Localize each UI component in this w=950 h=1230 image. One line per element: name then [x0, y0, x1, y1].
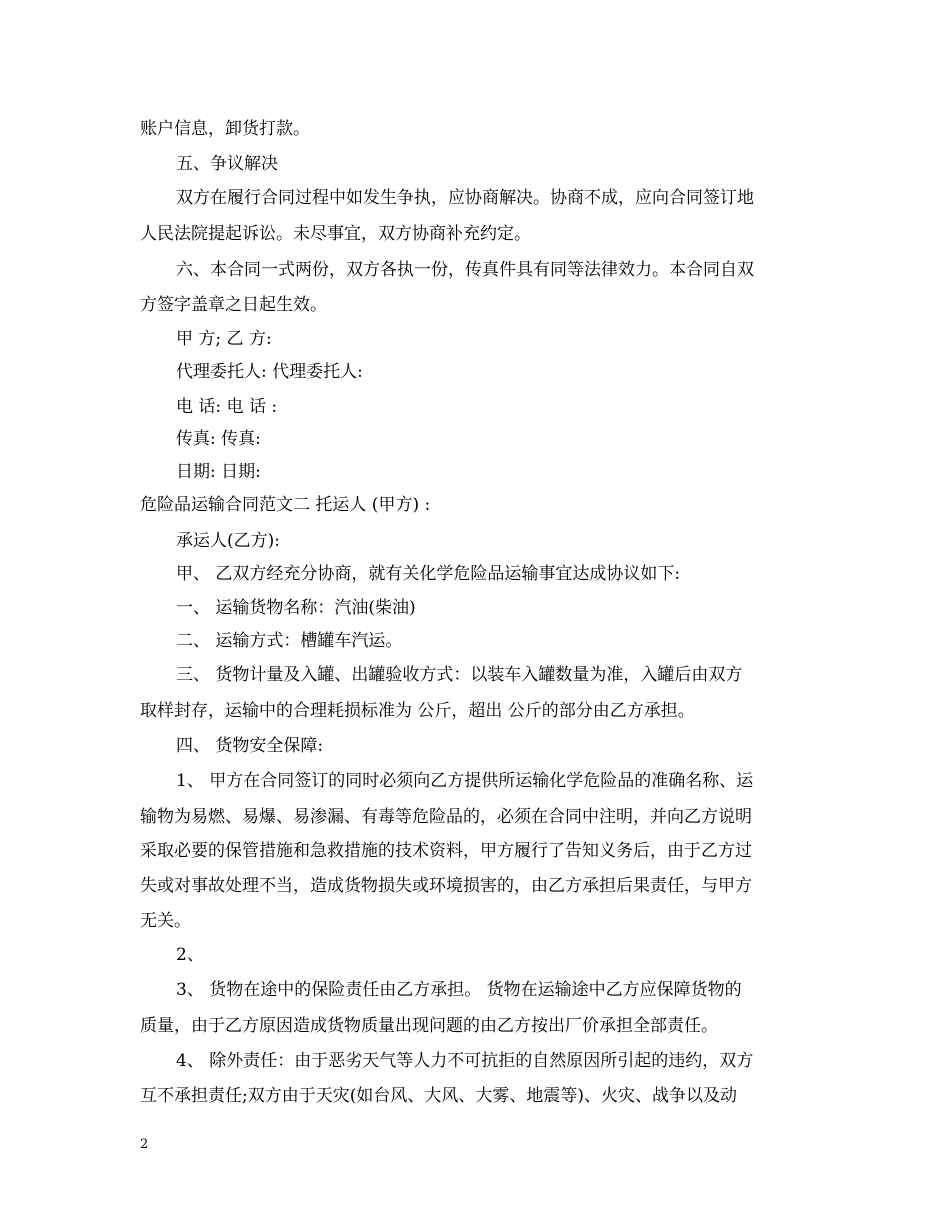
text-line: 失或对事故处理不当，造成货物损失或环境损害的，由乙方承担后果责任，与甲方: [140, 876, 752, 896]
section-title: 危险品运输合同范文二 托运人 (甲方) :: [140, 495, 431, 515]
section-heading: 五、争议解决: [176, 154, 278, 174]
signature-line: 传真: 传真:: [176, 429, 261, 449]
text-line: 2、: [176, 945, 204, 965]
text-line: 账户信息，卸货打款。: [140, 119, 310, 139]
text-line: 六、本合同一式两份，双方各执一份，传真件具有同等法律效力。本合同自双: [176, 260, 754, 280]
text-line: 无关。: [140, 911, 191, 931]
text-line: 输物为易燃、易爆、易渗漏、有毒等危险品的，必须在合同中注明，并向乙方说明: [140, 807, 752, 827]
signature-line: 电 话: 电 话 :: [176, 397, 278, 417]
page-number: 2: [140, 1137, 149, 1152]
text-line: 取样封存，运输中的合理耗损标准为 公斤，超出 公斤的部分由乙方承担。: [140, 701, 695, 721]
text-line: 人民法院提起诉讼。未尽事宜，双方协商补充约定。: [140, 224, 531, 244]
text-line: 互不承担责任;双方由于天灾(如台风、大风、大雾、地震等)、火灾、战争以及动: [140, 1086, 737, 1106]
signature-line: 甲 方; 乙 方:: [176, 329, 272, 349]
text-line: 3、 货物在途中的保险责任由乙方承担。 货物在运输途中乙方应保障货物的: [176, 980, 742, 1000]
text-line: 四、 货物安全保障:: [176, 736, 324, 756]
signature-line: 日期: 日期:: [176, 462, 261, 482]
text-line: 甲、 乙双方经充分协商，就有关化学危险品运输事宜达成协议如下:: [176, 564, 681, 584]
text-line: 质量，由于乙方原因造成货物质量出现问题的由乙方按出厂价承担全部责任。: [140, 1016, 718, 1036]
text-line: 双方在履行合同过程中如发生争执，应协商解决。协商不成，应向合同签订地: [176, 188, 754, 208]
text-line: 4、 除外责任：由于恶劣天气等人力不可抗拒的自然原因所引起的违约，双方: [176, 1051, 754, 1071]
text-line: 采取必要的保管措施和急救措施的技术资料，甲方履行了告知义务后，由于乙方过: [140, 841, 752, 861]
text-line: 1、 甲方在合同签订的同时必须向乙方提供所运输化学危险品的准确名称、运: [176, 771, 754, 791]
text-line: 一、 运输货物名称：汽油(柴油): [176, 598, 416, 618]
text-line: 方签字盖章之日起生效。: [140, 295, 327, 315]
text-line: 三、 货物计量及入罐、出罐验收方式：以装车入罐数量为准，入罐后由双方: [176, 665, 743, 685]
text-line: 二、 运输方式：槽罐车汽运。: [176, 631, 403, 651]
signature-line: 代理委托人: 代理委托人:: [176, 362, 363, 382]
text-line: 承运人(乙方):: [176, 531, 280, 551]
